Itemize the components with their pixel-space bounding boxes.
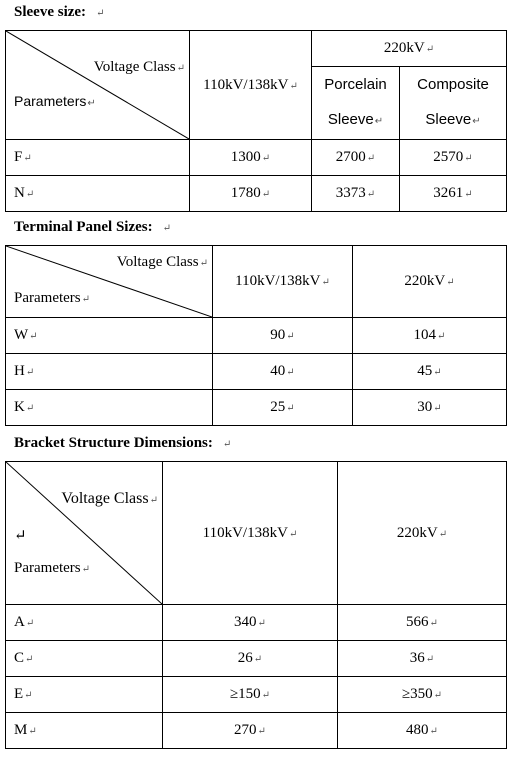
header-220kv: 220kV↵ <box>338 462 507 605</box>
row-label: C↵ <box>6 641 163 677</box>
cell-value: ≥150↵ <box>163 677 338 713</box>
corner-header-cell <box>6 246 213 318</box>
header-110-138kv: 110kV/138kV↵ <box>190 31 312 140</box>
header-porcelain-sleeve: Porcelain Sleeve↵ <box>312 67 400 140</box>
table-row <box>6 176 507 212</box>
bracket-structure-heading: Bracket Structure Dimensions: ↵ <box>14 435 232 451</box>
paragraph-mark-icon: ↵ <box>96 8 105 19</box>
cell-value: 1300↵ <box>190 140 312 176</box>
cell-value: 104↵ <box>353 318 507 354</box>
corner-voltage-class: Voltage Class↵ <box>61 490 158 507</box>
header-220kv: 220kV↵ <box>353 246 507 318</box>
sleeve-size-heading: Sleeve size: ↵ <box>14 4 105 20</box>
table-row <box>6 390 507 426</box>
cell-value: 270↵ <box>163 713 338 749</box>
corner-voltage-class: Voltage Class↵ <box>116 254 208 270</box>
terminal-panel-table <box>5 245 507 426</box>
cell-value: 36↵ <box>338 641 507 677</box>
cell-value: ≥350↵ <box>338 677 507 713</box>
cell-value: 3261↵ <box>400 176 507 212</box>
paragraph-mark-icon: ↵ <box>222 439 232 450</box>
terminal-panel-heading: Terminal Panel Sizes: ↵ <box>14 219 171 235</box>
corner-header-cell <box>6 462 163 605</box>
diagonal-line <box>6 462 162 604</box>
table-row <box>6 713 507 749</box>
paragraph-mark-icon: ↵ <box>14 528 27 544</box>
row-label: A↵ <box>6 605 163 641</box>
header-110-138kv: 110kV/138kV↵ <box>213 246 353 318</box>
cell-value: 26↵ <box>163 641 338 677</box>
corner-parameters: Parameters↵ <box>14 93 96 109</box>
cell-value: 566↵ <box>338 605 507 641</box>
table-row <box>6 354 507 390</box>
cell-value: 340↵ <box>163 605 338 641</box>
cell-value: 480↵ <box>338 713 507 749</box>
header-110-138kv: 110kV/138kV↵ <box>163 462 338 605</box>
cell-value: 2570↵ <box>400 140 507 176</box>
row-label: M↵ <box>6 713 163 749</box>
row-label: H↵ <box>6 354 213 390</box>
table-row <box>6 641 507 677</box>
row-label: N↵ <box>6 176 190 212</box>
header-composite-sleeve: Composite Sleeve↵ <box>400 67 507 140</box>
cell-value: 1780↵ <box>190 176 312 212</box>
corner-header-cell <box>6 31 190 140</box>
bracket-structure-table <box>5 461 507 749</box>
cell-value: 45↵ <box>353 354 507 390</box>
cell-value: 25↵ <box>213 390 353 426</box>
diagonal-line <box>6 31 189 139</box>
table-row <box>6 318 507 354</box>
table-row <box>6 677 507 713</box>
table-row <box>6 605 507 641</box>
row-label: E↵ <box>6 677 163 713</box>
header-220kv: 220kV↵ <box>312 31 507 67</box>
row-label: F↵ <box>6 140 190 176</box>
sleeve-size-table <box>5 30 507 212</box>
cell-value: 2700↵ <box>312 140 400 176</box>
row-label: W↵ <box>6 318 213 354</box>
table-row <box>6 140 507 176</box>
corner-parameters: Parameters↵ <box>14 560 91 576</box>
cell-value: 3373↵ <box>312 176 400 212</box>
cell-value: 40↵ <box>213 354 353 390</box>
row-label: K↵ <box>6 390 213 426</box>
paragraph-mark-icon: ↵ <box>162 223 171 234</box>
cell-value: 30↵ <box>353 390 507 426</box>
corner-voltage-class: Voltage Class↵ <box>93 59 185 75</box>
corner-parameters: Parameters↵ <box>14 290 91 306</box>
cell-value: 90↵ <box>213 318 353 354</box>
